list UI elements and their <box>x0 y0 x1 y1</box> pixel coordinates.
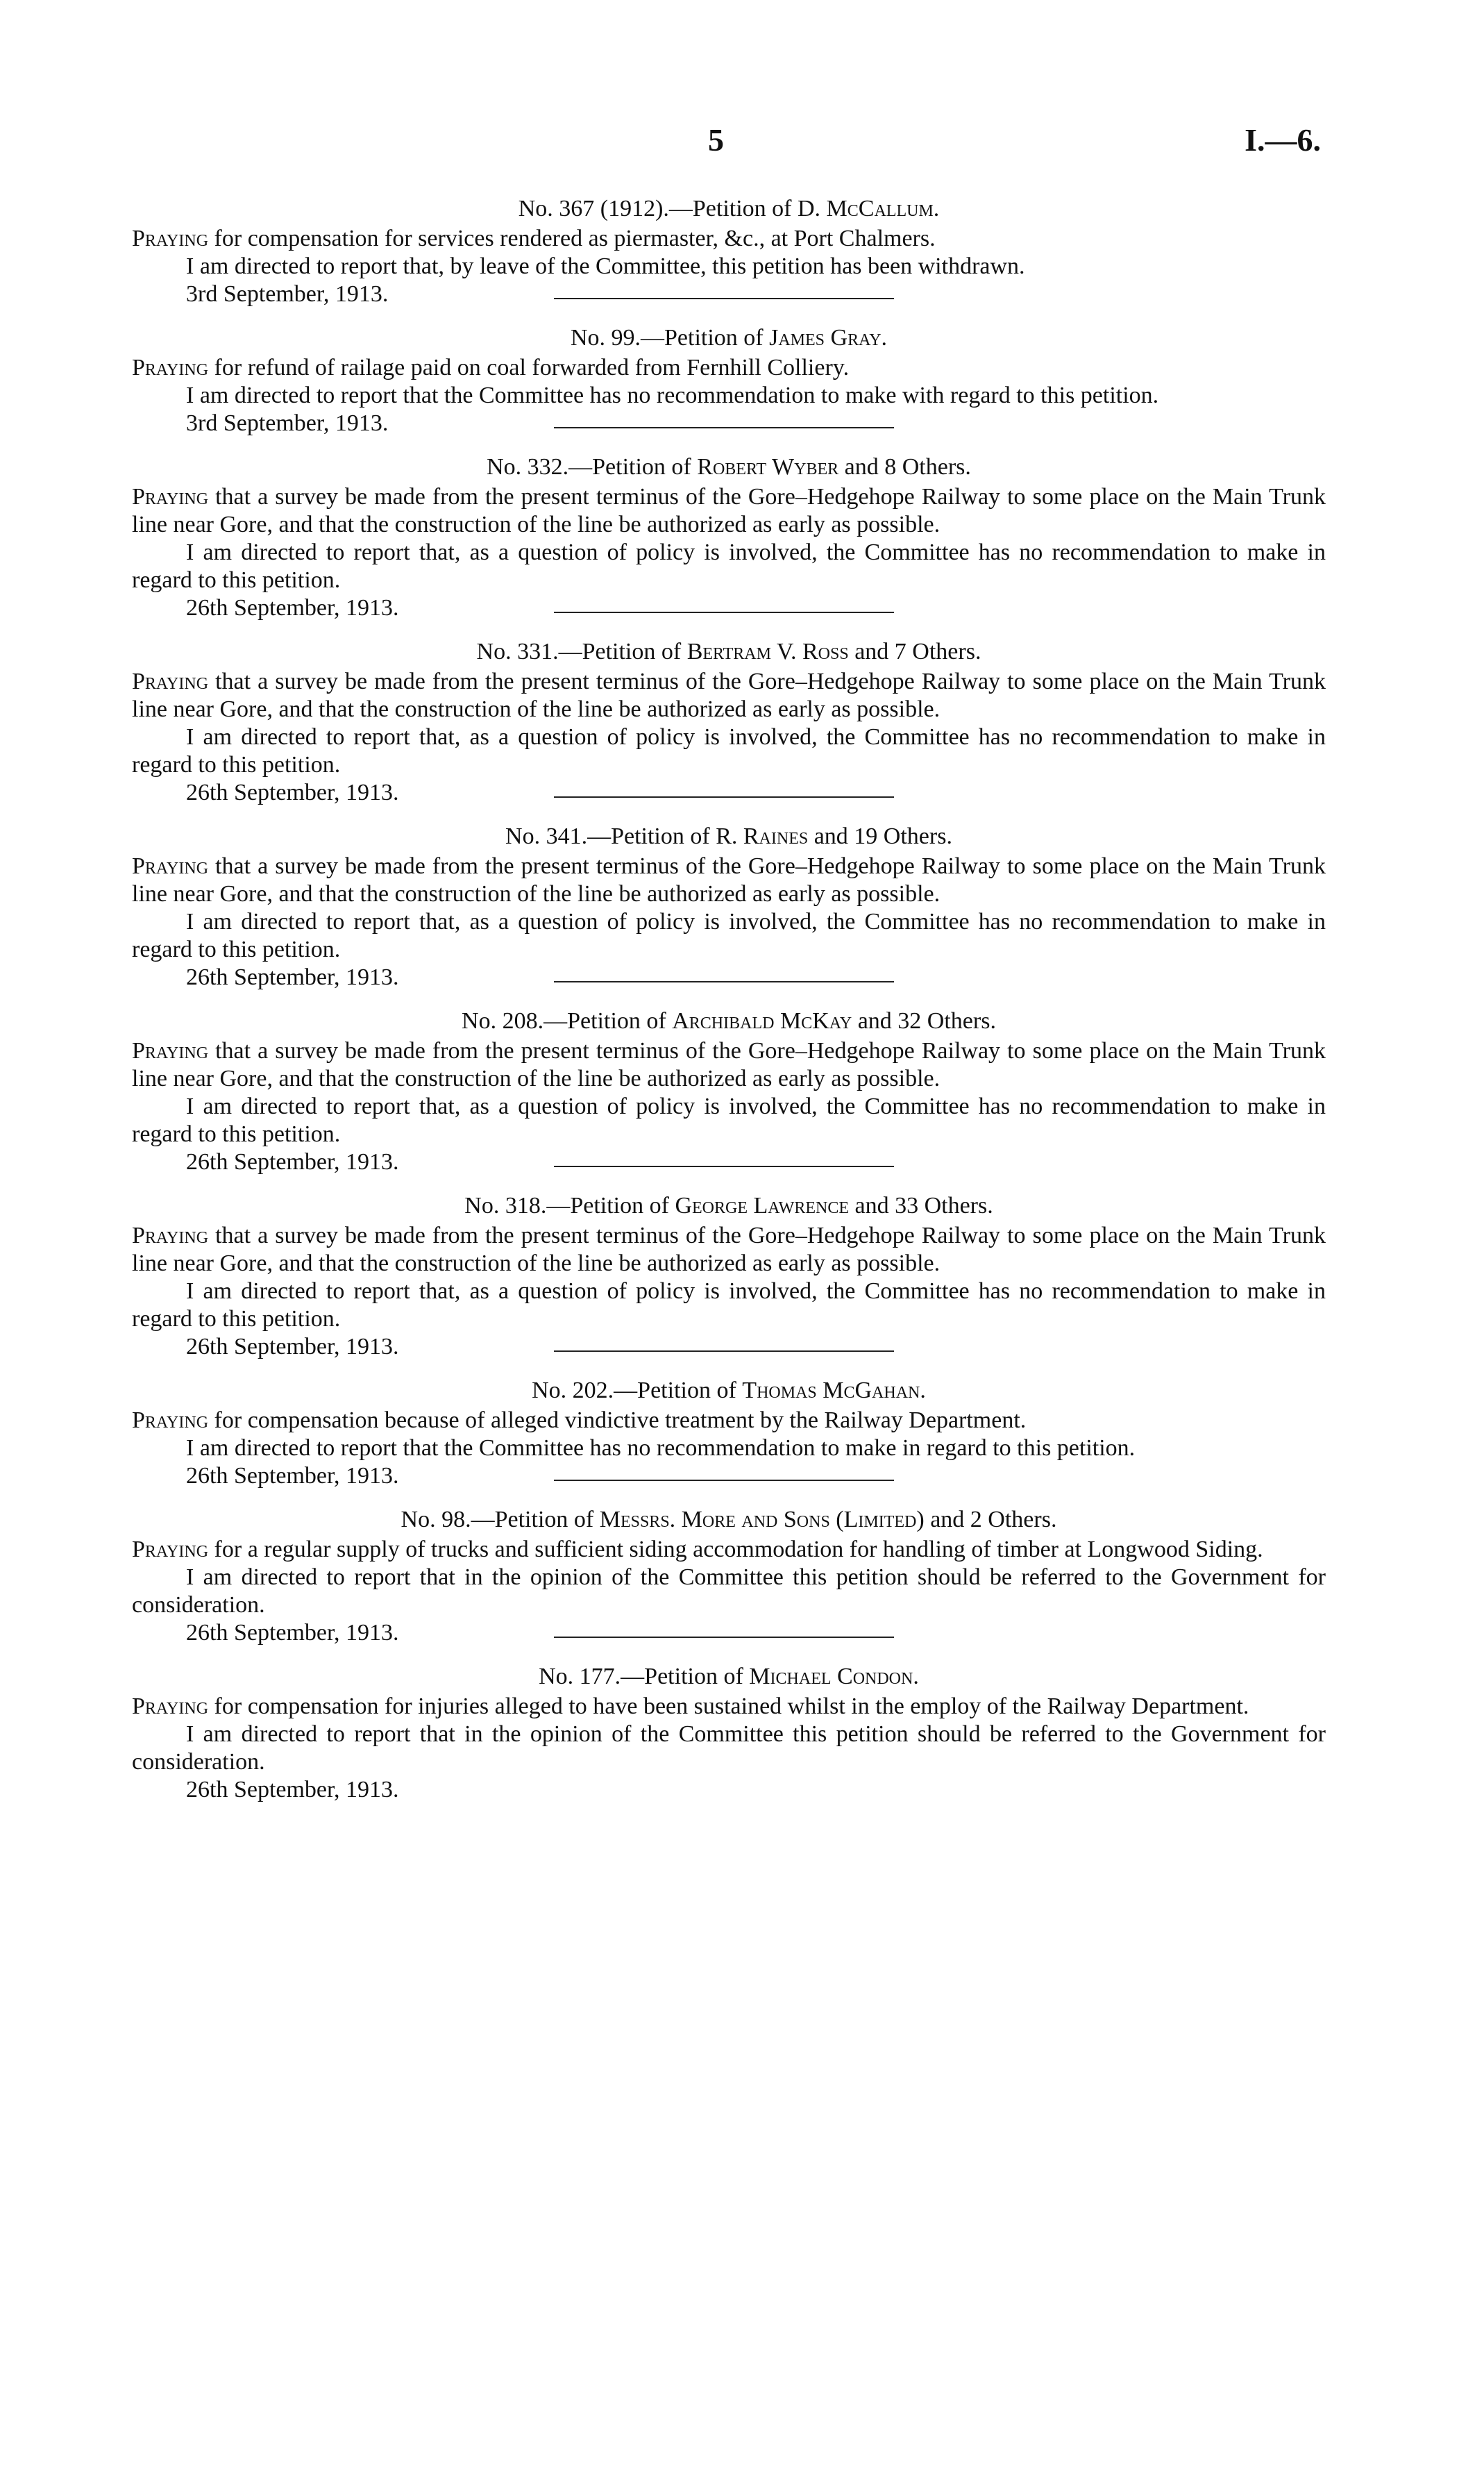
praying-label: Praying <box>132 853 209 879</box>
report-date: 26th September, 1913. <box>186 1620 399 1646</box>
petition-title <box>132 194 1326 224</box>
praying-paragraph <box>132 354 1326 382</box>
praying-label: Praying <box>132 1537 209 1562</box>
praying-label: Praying <box>132 669 209 694</box>
report-paragraph: I am directed to report that, as a question of policy is involved, the Committee has no recommendation to make in regard to this petition. <box>132 724 1326 778</box>
document-reference: I.—6. <box>1245 122 1321 158</box>
report-paragraph: I am directed to report that, as a question of policy is involved, the Committee has no recommendation to make in regard to this petition. <box>132 1278 1326 1332</box>
petition-entry <box>132 1191 1326 1361</box>
petition-title <box>132 1662 1326 1691</box>
date-row <box>132 1148 1326 1176</box>
section-divider <box>554 981 894 982</box>
praying-paragraph <box>132 1222 1326 1278</box>
report-date: 3rd September, 1913. <box>186 281 389 307</box>
praying-paragraph <box>132 1693 1326 1721</box>
report-date: 26th September, 1913. <box>186 1149 399 1175</box>
praying-label: Praying <box>132 226 209 251</box>
petition-number: No. 341.—Petition of <box>505 823 716 849</box>
petition-title-suffix: and 7 Others. <box>848 639 981 664</box>
date-row <box>132 964 1326 992</box>
petition-title <box>132 1007 1326 1036</box>
petitioner-name: D. McCallum <box>798 196 934 221</box>
praying-label: Praying <box>132 1038 209 1064</box>
report-date: 26th September, 1913. <box>186 780 399 805</box>
petitioner-name: Thomas McGahan <box>742 1378 920 1403</box>
praying-text: that a survey be made from the present terminus of the Gore–Hedgehope Railway to some place on the Main Trunk line near Gore, and that the construction of the line be authorized as early as possible. <box>132 853 1326 907</box>
praying-text: for a regular supply of trucks and sufficient siding accommodation for handling of timber at Longwood Siding. <box>208 1537 1263 1562</box>
petition-entry <box>132 1376 1326 1490</box>
report-date: 3rd September, 1913. <box>186 410 389 436</box>
report-paragraph: I am directed to report that, by leave of the Committee, this petition has been withdrawn. <box>186 253 1025 279</box>
petition-title-suffix: . <box>913 1664 919 1689</box>
petition-number: No. 332.—Petition of <box>487 454 698 480</box>
petition-entry <box>132 1007 1326 1176</box>
praying-label: Praying <box>132 484 209 510</box>
petitioner-name: Messrs. More and Sons (Limited) <box>599 1507 925 1532</box>
petition-number: No. 331.—Petition of <box>476 639 687 664</box>
praying-paragraph <box>132 853 1326 908</box>
date-row <box>132 1776 1326 1804</box>
praying-text: for compensation for injuries alleged to have been sustained whilst in the employ of the Railway Department. <box>208 1693 1249 1719</box>
report-paragraph: I am directed to report that the Committee has no recommendation to make in regard to this petition. <box>186 1435 1136 1461</box>
praying-text: for refund of railage paid on coal forwarded from Fernhill Colliery. <box>208 355 850 380</box>
petition-title <box>132 1191 1326 1221</box>
report-date: 26th September, 1913. <box>186 1463 399 1489</box>
petition-number: No. 99.—Petition of <box>570 325 770 351</box>
petition-title <box>132 453 1326 482</box>
praying-paragraph <box>132 225 1326 253</box>
praying-label: Praying <box>132 1407 209 1433</box>
petition-title <box>132 1505 1326 1534</box>
date-row <box>132 594 1326 622</box>
petition-title-suffix: and 33 Others. <box>848 1193 993 1219</box>
praying-paragraph <box>132 1407 1326 1434</box>
page-number: 5 <box>708 122 724 158</box>
page-header <box>0 122 1484 163</box>
praying-label: Praying <box>132 1693 209 1719</box>
petitioner-name: Bertram V. Ross <box>686 639 849 664</box>
section-divider <box>554 1637 894 1638</box>
section-divider <box>554 612 894 613</box>
report-paragraph: I am directed to report that in the opinion of the Committee this petition should be referred to the Government for consideration. <box>132 1564 1326 1618</box>
petition-entry <box>132 637 1326 807</box>
report-date: 26th September, 1913. <box>186 595 399 621</box>
petitioner-name: Robert Wyber <box>697 454 839 480</box>
petition-title-suffix: and 32 Others. <box>852 1008 996 1034</box>
petition-number: No. 202.—Petition of <box>532 1378 743 1403</box>
praying-text: that a survey be made from the present terminus of the Gore–Hedgehope Railway to some place on the Main Trunk line near Gore, and that the construction of the line be authorized as early as possible. <box>132 1223 1326 1276</box>
petition-title <box>132 324 1326 353</box>
section-divider <box>554 427 894 428</box>
praying-text: that a survey be made from the present terminus of the Gore–Hedgehope Railway to some place on the Main Trunk line near Gore, and that the construction of the line be authorized as early as possible. <box>132 669 1326 722</box>
section-divider <box>554 796 894 798</box>
petition-number: No. 98.—Petition of <box>400 1507 600 1532</box>
petition-title <box>132 822 1326 851</box>
petition-number: No. 318.—Petition of <box>464 1193 675 1219</box>
petition-number: No. 367 (1912).—Petition of <box>518 196 798 221</box>
report-paragraph: I am directed to report that the Committee has no recommendation to make with regard to this petition. <box>186 383 1159 408</box>
praying-label: Praying <box>132 1223 209 1248</box>
report-date: 26th September, 1913. <box>186 1777 399 1802</box>
petition-entry <box>132 194 1326 308</box>
petition-title-suffix: and 19 Others. <box>808 823 952 849</box>
date-row <box>132 779 1326 807</box>
praying-text: for compensation because of alleged vindictive treatment by the Railway Department. <box>208 1407 1027 1433</box>
petition-entry <box>132 1505 1326 1647</box>
praying-text: for compensation for services rendered as piermaster, &c., at Port Chalmers. <box>208 226 936 251</box>
report-paragraph: I am directed to report that, as a question of policy is involved, the Committee has no recommendation to make in regard to this petition. <box>132 1094 1326 1147</box>
date-row <box>132 281 1326 308</box>
petitioner-name: Michael Condon <box>749 1664 913 1689</box>
report-date: 26th September, 1913. <box>186 964 399 990</box>
praying-paragraph <box>132 1037 1326 1093</box>
petition-entry <box>132 822 1326 992</box>
petition-title-suffix: . <box>920 1378 926 1403</box>
date-row <box>132 1619 1326 1647</box>
petition-entry <box>132 1662 1326 1804</box>
section-divider <box>554 1480 894 1481</box>
date-row <box>132 1333 1326 1361</box>
petition-entry <box>132 453 1326 622</box>
petitioner-name: Archibald McKay <box>672 1008 852 1034</box>
report-paragraph: I am directed to report that, as a question of policy is involved, the Committee has no recommendation to make in regard to this petition. <box>132 539 1326 593</box>
petitioner-name: George Lawrence <box>675 1193 849 1219</box>
petition-number: No. 208.—Petition of <box>462 1008 673 1034</box>
report-date: 26th September, 1913. <box>186 1334 399 1359</box>
petition-title <box>132 637 1326 667</box>
section-divider <box>554 298 894 299</box>
report-paragraph: I am directed to report that, as a question of policy is involved, the Committee has no recommendation to make in regard to this petition. <box>132 909 1326 962</box>
praying-text: that a survey be made from the present terminus of the Gore–Hedgehope Railway to some place on the Main Trunk line near Gore, and that the construction of the line be authorized as early as possible. <box>132 484 1326 537</box>
section-divider <box>554 1166 894 1167</box>
petitioner-name: James Gray <box>769 325 882 351</box>
section-divider <box>554 1350 894 1352</box>
petition-title-suffix: . <box>881 325 888 351</box>
petition-title-suffix: and 8 Others. <box>838 454 971 480</box>
petition-title-suffix: and 2 Others. <box>924 1507 1057 1532</box>
praying-paragraph <box>132 668 1326 723</box>
praying-label: Praying <box>132 355 209 380</box>
petition-entry <box>132 324 1326 437</box>
petition-title <box>132 1376 1326 1405</box>
praying-paragraph <box>132 1536 1326 1564</box>
petition-number: No. 177.—Petition of <box>539 1664 750 1689</box>
praying-paragraph <box>132 483 1326 539</box>
praying-text: that a survey be made from the present terminus of the Gore–Hedgehope Railway to some place on the Main Trunk line near Gore, and that the construction of the line be authorized as early as possible. <box>132 1038 1326 1091</box>
petition-list <box>132 194 1326 1819</box>
petition-title-suffix: . <box>933 196 940 221</box>
report-paragraph: I am directed to report that in the opinion of the Committee this petition should be referred to the Government for consideration. <box>132 1721 1326 1775</box>
date-row <box>132 410 1326 437</box>
date-row <box>132 1462 1326 1490</box>
petitioner-name: R. Raines <box>716 823 809 849</box>
